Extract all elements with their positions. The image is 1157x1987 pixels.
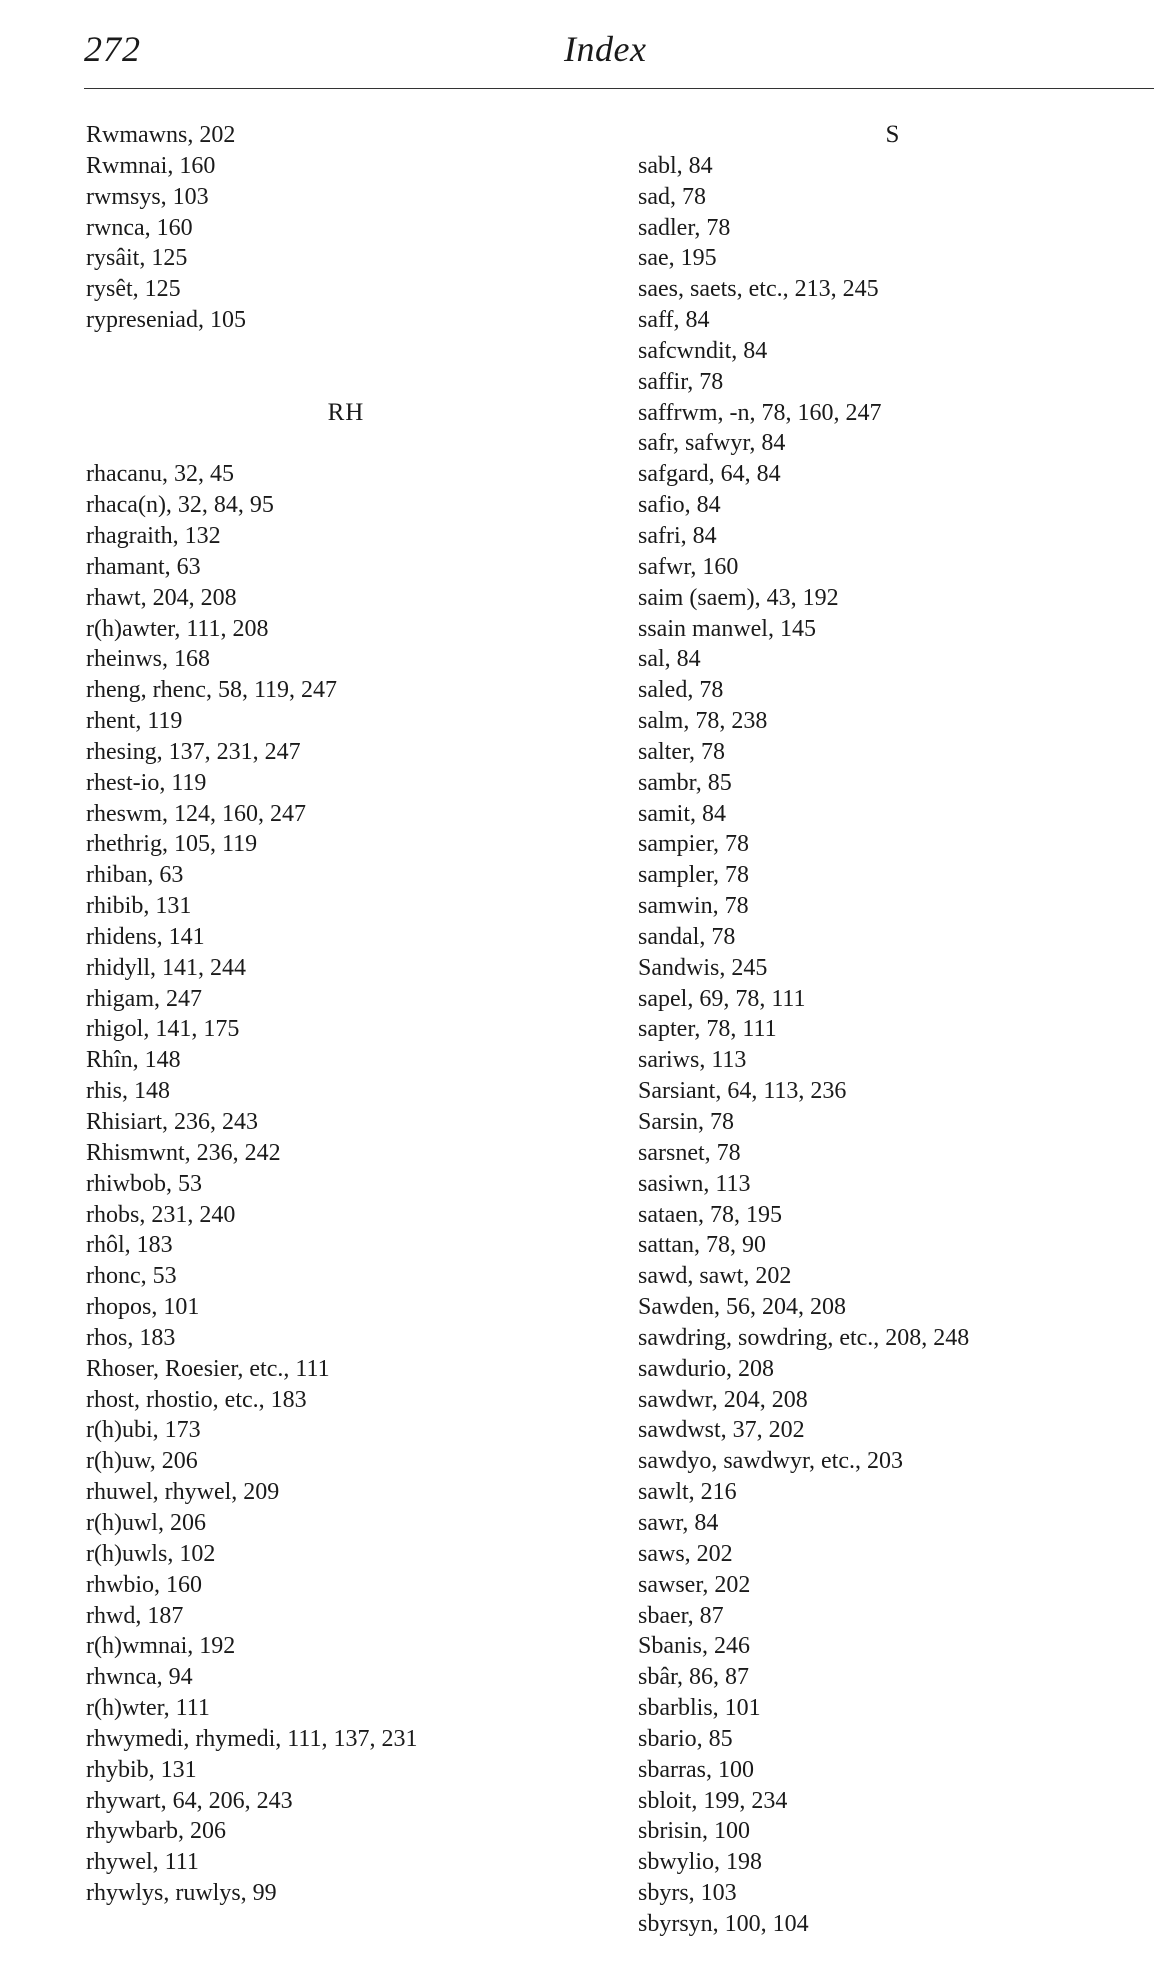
index-entry: rwmsys, 103: [86, 183, 209, 210]
page-number: 272: [84, 29, 141, 69]
spacer: [86, 367, 606, 398]
index-entry: safio, 84: [638, 492, 721, 519]
index-entry: sawdyo, sawdwyr, etc., 203: [638, 1448, 903, 1475]
spacer: [86, 428, 606, 459]
index-entry: sawd, sawt, 202: [638, 1263, 792, 1290]
index-entry: sarsnet, 78: [638, 1139, 741, 1166]
index-entry: r(h)wter, 111: [86, 1695, 210, 1722]
index-entry: rhôl, 183: [86, 1232, 173, 1259]
index-entry: rhibib, 131: [86, 893, 192, 920]
index-entry: sbyrs, 103: [638, 1880, 737, 1907]
index-entry: rysâit, 125: [86, 245, 188, 272]
index-entry: rhopos, 101: [86, 1294, 200, 1321]
index-entry: sapter, 78, 111: [638, 1016, 777, 1043]
left-entries-before: [86, 120, 606, 336]
index-entry: sal, 84: [638, 646, 701, 673]
index-entry: sad, 78: [638, 183, 706, 210]
index-entry: r(h)wmnai, 192: [86, 1633, 236, 1660]
index-entry: sambr, 85: [638, 769, 732, 796]
index-entry: sawr, 84: [638, 1509, 719, 1536]
index-entry: saffir, 78: [638, 368, 724, 395]
index-entry: rhwymedi, rhymedi, 111, 137, 231: [86, 1725, 418, 1752]
index-entry: sasiwn, 113: [638, 1170, 751, 1197]
index-entry: sattan, 78, 90: [638, 1232, 766, 1259]
index-entry: r(h)uwl, 206: [86, 1509, 206, 1536]
index-entry: Sbanis, 246: [638, 1633, 751, 1660]
index-entry: sbyrsyn, 100, 104: [638, 1910, 809, 1937]
index-entry: sandal, 78: [638, 923, 736, 950]
index-entry: Rhoser, Roesier, etc., 111: [86, 1355, 330, 1382]
index-entry: sawlt, 216: [638, 1479, 737, 1506]
index-entry: safcwndit, 84: [638, 337, 768, 364]
header-rule: [84, 88, 1154, 89]
index-entry: safwr, 160: [638, 553, 739, 580]
index-entry: r(h)ubi, 173: [86, 1417, 201, 1444]
index-entry: sbarras, 100: [638, 1756, 754, 1783]
index-entry: sawdwst, 37, 202: [638, 1417, 805, 1444]
index-entry: rhwbio, 160: [86, 1571, 202, 1598]
running-head: [84, 22, 1084, 82]
index-entry: rhest-io, 119: [86, 769, 207, 796]
index-entry: rhwd, 187: [86, 1602, 184, 1629]
index-entry: sbâr, 86, 87: [638, 1664, 750, 1691]
index-entry: sapel, 69, 78, 111: [638, 985, 806, 1012]
index-entry: Sarsin, 78: [638, 1109, 734, 1135]
section-heading-s: S: [885, 121, 901, 148]
index-entry: rhywbarb, 206: [86, 1818, 226, 1845]
index-entry: saes, saets, etc., 213, 245: [638, 276, 879, 303]
index-entry: saff, 84: [638, 307, 710, 334]
left-entries-after: [86, 459, 606, 1909]
index-entry: sae, 195: [638, 245, 717, 272]
index-entry: rhidyll, 141, 244: [86, 954, 246, 981]
index-entry: samwin, 78: [638, 893, 749, 920]
index-entry: rhawt, 204, 208: [86, 584, 237, 611]
index-entry: rhuwel, rhywel, 209: [86, 1479, 280, 1506]
running-title: Index: [564, 29, 647, 69]
index-entry: sawdwr, 204, 208: [638, 1386, 808, 1413]
index-entry: sawdurio, 208: [638, 1355, 774, 1382]
index-entry: rhigam, 247: [86, 985, 202, 1012]
index-entry: rhethrig, 105, 119: [86, 831, 258, 858]
index-entry: Sandwis, 245: [638, 954, 768, 981]
index-entry: rhwnca, 94: [86, 1664, 193, 1691]
index-entry: saled, 78: [638, 677, 724, 704]
index-entry: samit, 84: [638, 800, 726, 827]
index-entry: sawser, 202: [638, 1571, 751, 1598]
index-entry: r(h)uwls, 102: [86, 1540, 216, 1567]
index-entry: saws, 202: [638, 1540, 733, 1567]
index-entry: rhywel, 111: [86, 1849, 199, 1876]
index-entry: rhywart, 64, 206, 243: [86, 1787, 293, 1814]
index-entry: sbaer, 87: [638, 1602, 724, 1629]
index-entry: rhagraith, 132: [86, 522, 221, 549]
index-entry: safgard, 64, 84: [638, 461, 781, 488]
index-entry: safr, safwyr, 84: [638, 430, 786, 457]
index-entry: Rwmawns, 202: [86, 122, 236, 148]
index-entry: rhiban, 63: [86, 862, 184, 889]
index-entry: r(h)uw, 206: [86, 1448, 198, 1475]
index-entry: sawdring, sowdring, etc., 208, 248: [638, 1324, 970, 1351]
index-entry: sariws, 113: [638, 1047, 747, 1074]
index-entry: rhis, 148: [86, 1078, 170, 1105]
index-entry: rhidens, 141: [86, 923, 205, 950]
index-entry: Rhisiart, 236, 243: [86, 1109, 258, 1135]
index-entry: sbloit, 199, 234: [638, 1787, 788, 1814]
index-entry: rhobs, 231, 240: [86, 1201, 236, 1228]
index-entry: rheswm, 124, 160, 247: [86, 800, 306, 827]
index-entry: sbrisin, 100: [638, 1818, 751, 1845]
index-entry: rheng, rhenc, 58, 119, 247: [86, 677, 338, 704]
index-entry: sbarblis, 101: [638, 1695, 761, 1722]
section-heading-rh: RH: [327, 398, 365, 426]
index-entry: salm, 78, 238: [638, 708, 768, 735]
index-entry: rysêt, 125: [86, 276, 181, 303]
index-entry: sataen, 78, 195: [638, 1201, 782, 1228]
index-entry: Rhismwnt, 236, 242: [86, 1139, 281, 1166]
spacer: [86, 336, 606, 367]
index-entry: rhamant, 63: [86, 553, 201, 580]
index-entry: saim (saem), 43, 192: [638, 584, 839, 611]
index-entry: rhost, rhostio, etc., 183: [86, 1386, 307, 1413]
index-entry: sampier, 78: [638, 831, 750, 858]
index-entry: sbario, 85: [638, 1725, 733, 1752]
index-entry: rhacanu, 32, 45: [86, 461, 234, 488]
index-entry: rhos, 183: [86, 1324, 176, 1351]
index-entry: rhonc, 53: [86, 1263, 177, 1290]
index-entry: Sawden, 56, 204, 208: [638, 1294, 846, 1321]
index-entry: rhent, 119: [86, 708, 183, 735]
index-entry: rhiwbob, 53: [86, 1170, 202, 1197]
index-entry: rhesing, 137, 231, 247: [86, 738, 301, 765]
index-entry: r(h)awter, 111, 208: [86, 615, 269, 642]
index-entry: rhywlys, ruwlys, 99: [86, 1880, 277, 1907]
index-entry: sampler, 78: [638, 862, 750, 889]
index-entry: safri, 84: [638, 522, 717, 549]
index-entry: rypreseniad, 105: [86, 307, 246, 334]
right-entries: [638, 151, 1148, 1940]
right-column: [638, 120, 1148, 1940]
index-entry: rhybib, 131: [86, 1756, 197, 1783]
left-column: [86, 120, 606, 1909]
index-entry: ssain manwel, 145: [638, 615, 816, 642]
index-entry: sabl, 84: [638, 152, 713, 179]
index-entry: salter, 78: [638, 738, 726, 765]
index-entry: rheinws, 168: [86, 646, 210, 673]
index-entry: Rwmnai, 160: [86, 152, 216, 179]
index-entry: sadler, 78: [638, 214, 731, 241]
index-entry: rhaca(n), 32, 84, 95: [86, 492, 274, 519]
index-entry: rwnca, 160: [86, 214, 193, 241]
index-entry: Sarsiant, 64, 113, 236: [638, 1078, 847, 1105]
index-entry: saffrwm, -n, 78, 160, 247: [638, 399, 882, 426]
index-entry: sbwylio, 198: [638, 1849, 763, 1876]
index-entry: rhigol, 141, 175: [86, 1016, 240, 1043]
index-entry: Rhîn, 148: [86, 1047, 181, 1074]
